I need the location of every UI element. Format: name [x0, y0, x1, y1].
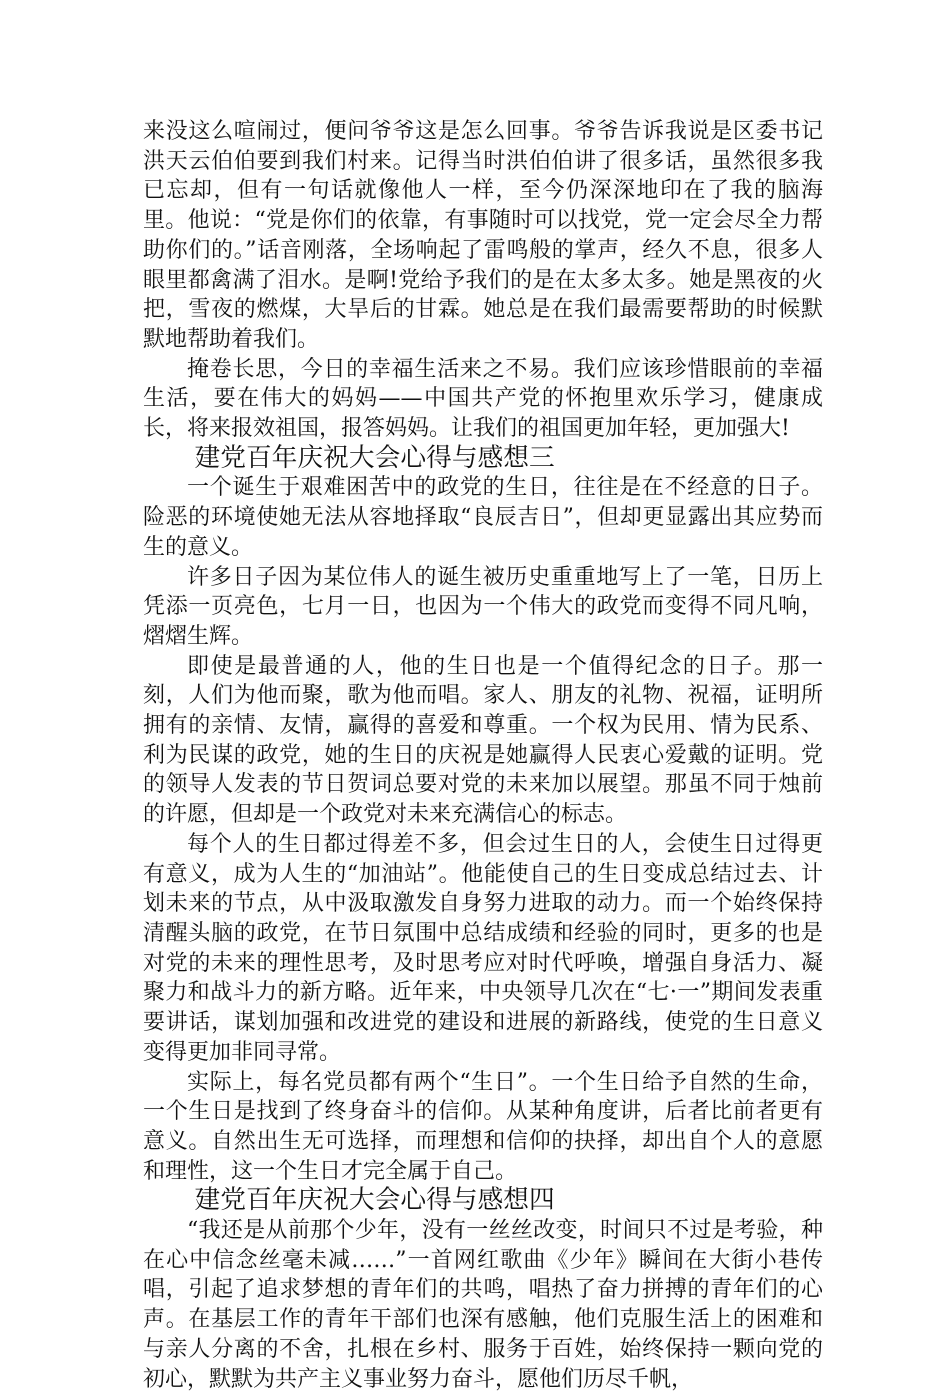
section-heading-four: 建党百年庆祝大会心得与感想四 — [194, 1185, 555, 1216]
paragraph-intro: 来没这么喧闹过，便问爷爷这是怎么回事。爷爷告诉我说是区委书记洪天云伯伯要到我们村来。记得当时洪伯伯讲了很多话，虽然很多我已忘却，但有一句话就像他人一样，至今仍深深地印在了我的脑海里。他说：“党是你们的依靠，有事随时可以找党，党一定会尽全力帮助你们的。”话音刚落，全场响起了雷鸣般的掌声，经久不息，很多人眼里都禽满了泪水。是啊!党给予我们的是在太多太多。她是黑夜的火把，雪夜的燃煤，大旱后的甘霖。她总是在我们最需要帮助的时候默默地帮助着我们。 — [143, 119, 823, 352]
document-page — [143, 117, 823, 1394]
paragraph-conclusion: 掩卷长思，今日的幸福生活来之不易。我们应该珍惜眼前的幸福生活，要在伟大的妈妈——中国共产党的怀抱里欢乐学习，健康成长，将来报效祖国，报答妈妈。让我们的祖国更加年轻，更加强大! — [143, 356, 823, 442]
paragraph: 每个人的生日都过得差不多，但会过生日的人，会使生日过得更有意义，成为人生的“加油站”。他能使自己的生日变成总结过去、计划未来的节点，从中汲取激发自身努力进取的动力。而一个始终保持清醒头脑的政党，在节日氛围中总结成绩和经验的同时，更多的也是对党的未来的理性思考，及时思考应对时代呼唤，增强自身活力、凝聚力和战斗力的新方略。近年来，中央领导几次在“七·一”期间发表重要讲话，谋划加强和改进党的建设和进展的新路线，使党的生日意义变得更加非同寻常。 — [143, 831, 823, 1065]
section-heading-three: 建党百年庆祝大会心得与感想三 — [194, 442, 555, 473]
paragraph: “我还是从前那个少年，没有一丝丝改变，时间只不过是考验，种在心中信念丝毫未减……”一首网红歌曲《少年》瞬间在大街小巷传唱，引起了追求梦想的青年们的共鸣，唱热了奋力拼搏的青年们的心声。在基层工作的青年干部们也深有感触，他们克服生活上的困难和与亲人分离的不舍，扎根在乡村、服务于百姓，始终保持一颗向党的初心，默默为共产主义事业努力奋斗，愿他们历尽千帆， — [143, 1218, 823, 1392]
paragraph: 许多日子因为某位伟人的诞生被历史重重地写上了一笔，日历上凭添一页亮色，七月一日，也因为一个伟大的政党而变得不同凡响，熠熠生辉。 — [143, 564, 823, 649]
paragraph: 一个诞生于艰难困苦中的政党的生日，往往是在不经意的日子。险恶的环境使她无法从容地择取“良辰吉日”，但却更显露出其应势而生的意义。 — [143, 475, 823, 560]
paragraph: 即使是最普通的人，他的生日也是一个值得纪念的日子。那一刻，人们为他而聚，歌为他而唱。家人、朋友的礼物、祝福，证明所拥有的亲情、友情，赢得的喜爱和尊重。一个权为民用、情为民系、利为民谋的政党，她的生日的庆祝是她赢得人民衷心爱戴的证明。党的领导人发表的节日贺词总要对党的未来加以展望。那虽不同于烛前的许愿，但却是一个政党对未来充满信心的标志。 — [143, 653, 823, 828]
paragraph: 实际上，每名党员都有两个“生日”。一个生日给予自然的生命，一个生日是找到了终身奋斗的信仰。从某种角度讲，后者比前者更有意义。自然出生无可选择，而理想和信仰的抉择，却出自个人的意愿和理性，这一个生日才完全属于自己。 — [143, 1069, 823, 1184]
